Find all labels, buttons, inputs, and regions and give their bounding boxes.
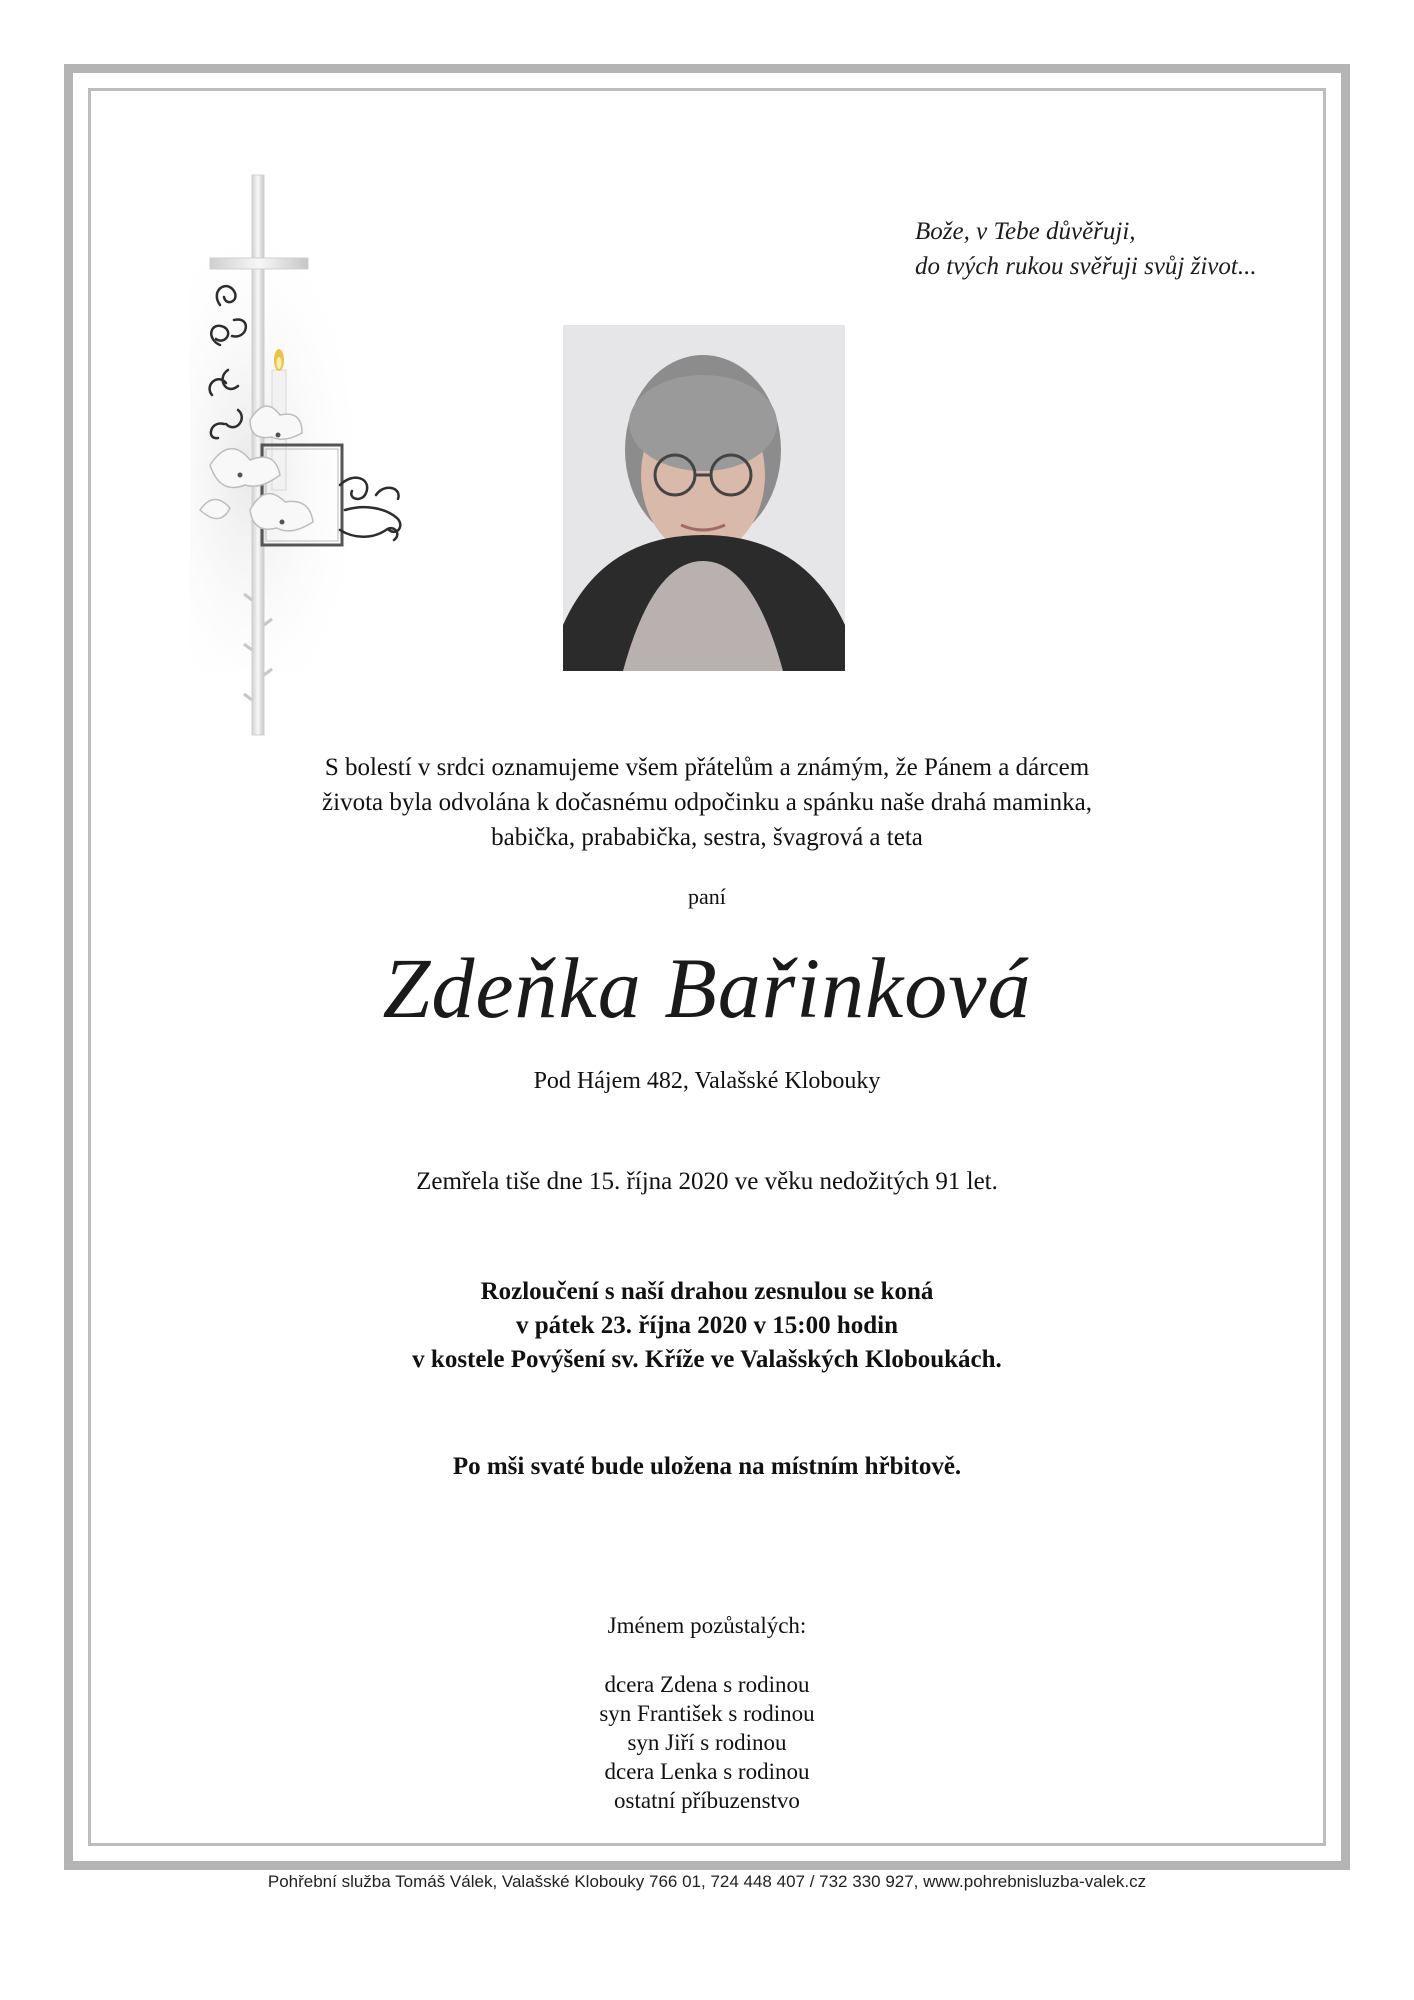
motto [915,214,1257,284]
farewell-line-3: v kostele Povýšení sv. Kříže ve Valašských Kloboukách. [412,1346,1002,1373]
address: Pod Hájem 482, Valašské Klobouky [533,1068,881,1094]
motto-line-2: do tvých rukou svěřuji svůj život... [915,253,1257,280]
list-item: ostatní příbuzenstvo [614,1788,800,1813]
list-item: syn Jiří s rodinou [627,1730,787,1755]
salutation: paní [688,884,726,909]
motto-line-1: Bože, v Tebe důvěřuji, [915,218,1136,245]
list-item: syn František s rodinou [599,1701,815,1726]
mourners-list [100,1670,1314,1815]
intro-line-3: babička, prababička, sestra, švagrová a teta [491,824,923,851]
list-item: dcera Lenka s rodinou [604,1759,810,1784]
intro-line-1: S bolestí v srdci oznamujeme všem přátelům a známým, že Pánem a dárcem [324,754,1090,781]
farewell-line-1: Rozloučení s naší drahou zesnulou se koná [480,1278,934,1305]
intro-text [100,750,1314,855]
farewell-details [100,1275,1314,1377]
burial-notice: Po mši svaté bude uložena na místním hřbitově. [452,1453,962,1480]
deceased-name: Zdeňka Bařinková [382,940,1032,1036]
death-notice: Zemřela tiše dne 15. října 2020 ve věku nedožitých 91 let. [416,1168,998,1195]
behalf-label: Jménem pozůstalých: [607,1613,807,1638]
cross-candle-lilies-icon [190,170,450,740]
farewell-line-2: v pátek 23. října 2020 v 15:00 hodin [516,1312,898,1339]
portrait-photo [563,325,845,671]
list-item: dcera Zdena s rodinou [604,1672,810,1697]
footer-contact: Pohřební služba Tomáš Válek, Valašské Klobouky 766 01, 724 448 407 / 732 330 927, www.pohrebnisluzba-valek.cz [267,1872,1147,1891]
intro-line-2: života byla odvolána k dočasnému odpočinku a spánku naše drahá maminka, [322,789,1092,816]
